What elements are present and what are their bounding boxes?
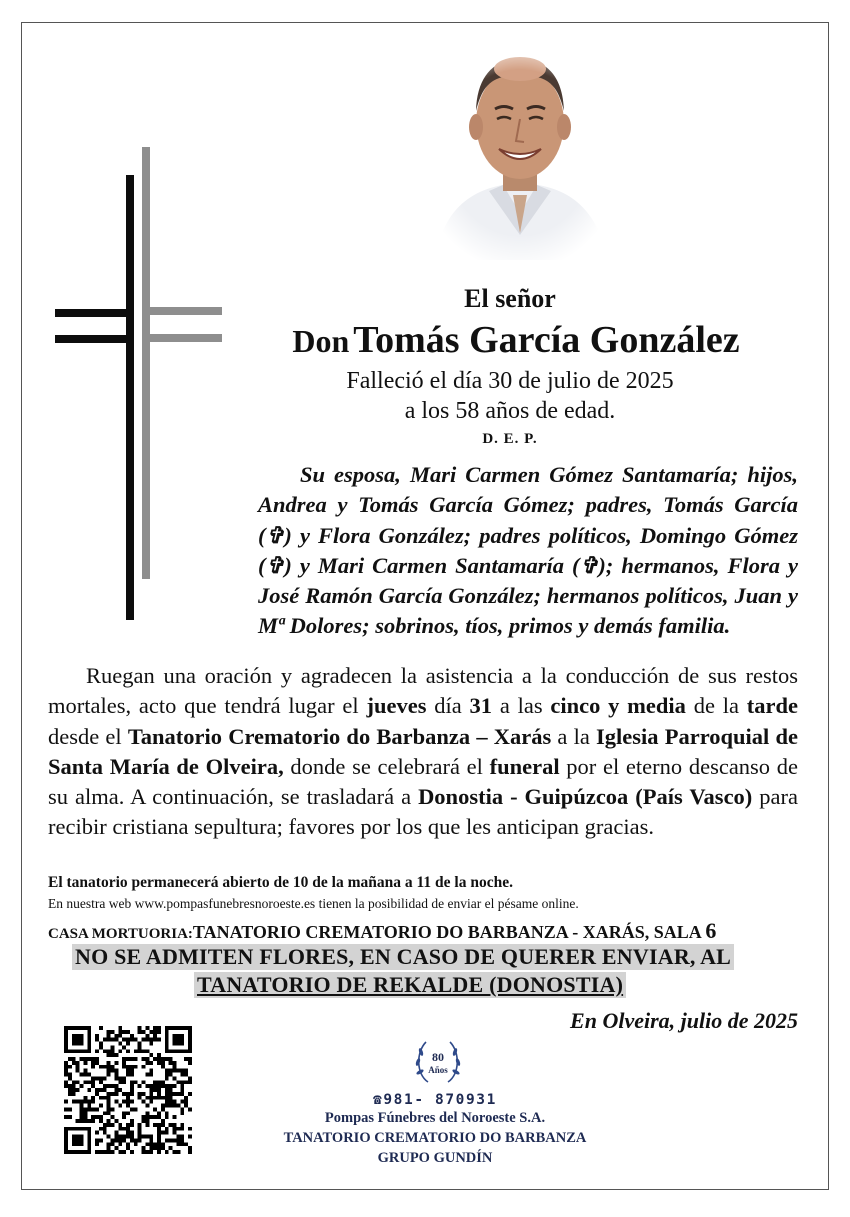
web-condolences: En nuestra web www.pompasfunebresnoroeste.es tienen la posibilidad de enviar el pésame online. xyxy=(48,896,579,911)
place-date: En Olveira, julio de 2025 xyxy=(570,1008,798,1033)
mortuary-room: 6 xyxy=(705,918,717,943)
tanatorio-name: TANATORIO CREMATORIO DO BARBANZA xyxy=(283,1130,587,1146)
phone-icon: ☎ xyxy=(373,1092,384,1108)
honorific: Don xyxy=(292,323,350,359)
group-name: GRUPO GUNDÍN xyxy=(377,1150,493,1166)
deceased-name xyxy=(236,318,796,362)
logo-word: Años xyxy=(428,1065,448,1075)
flowers-notice-line2: TANATORIO DE REKALDE (DONOSTIA) xyxy=(194,972,626,998)
age-at-death: a los 58 años de edad. xyxy=(404,398,616,424)
funeral-home-footer xyxy=(240,1092,630,1168)
death-date: Falleció el día 30 de julio de 2025 xyxy=(346,368,674,394)
full-name: Tomás García González xyxy=(353,319,740,361)
phone-number[interactable]: ☎981- 870931 xyxy=(373,1092,497,1108)
portrait-photo xyxy=(425,45,615,260)
family-list: Su esposa, Mari Carmen Gómez Santamaría; hijos, Andrea y Tomás García Gómez; padres, Tomás García (✞) y Flora González; padres políticos, Domingo Gómez (✞) y Mari Carmen Santamaría (✞); hermanos, Flora y José Ramón García González; hermanos políticos, Juan y Mª Dolores; sobrinos, tíos, primos y demás familia. xyxy=(258,462,798,639)
qr-code[interactable] xyxy=(64,1026,192,1154)
mortuary-label: CASA MORTUORIA: xyxy=(48,926,193,942)
logo-number: 80 xyxy=(432,1050,444,1064)
intro-text: El señor xyxy=(464,284,556,313)
mortuary-location xyxy=(48,918,808,944)
rip-abbreviation: D. E. P. xyxy=(482,431,538,447)
company-name: Pompas Fúnebres del Noroeste S.A. xyxy=(324,1110,546,1126)
funeral-details: Ruegan una oración y agradecen la asistencia a la conducción de sus restos mortales, acto que tendrá lugar el jueves día 31 a las cinco y media de la tarde desde el Tanatorio Crematorio do Barbanza – Xarás a la Iglesia Parroquial de Santa María de Olveira, donde se celebrará el funeral por el eterno descanso de su alma. A continuación, se trasladará a Donostia - Guipúzcoa (País Vasco) para recibir cristiana sepultura; favores por los que les anticipan gracias. xyxy=(48,663,799,840)
mortuary-value: TANATORIO CREMATORIO DO BARBANZA - XARÁS, SALA xyxy=(192,922,706,942)
website-link[interactable]: www.pompasfunebresnoroeste.es xyxy=(134,896,316,911)
anniversary-logo xyxy=(410,1034,466,1090)
opening-hours: El tanatorio permanecerá abierto de 10 de la mañana a 11 de la noche. xyxy=(48,874,513,891)
flowers-notice-line1: NO SE ADMITEN FLORES, EN CASO DE QUERER ENVIAR, AL xyxy=(72,944,734,970)
